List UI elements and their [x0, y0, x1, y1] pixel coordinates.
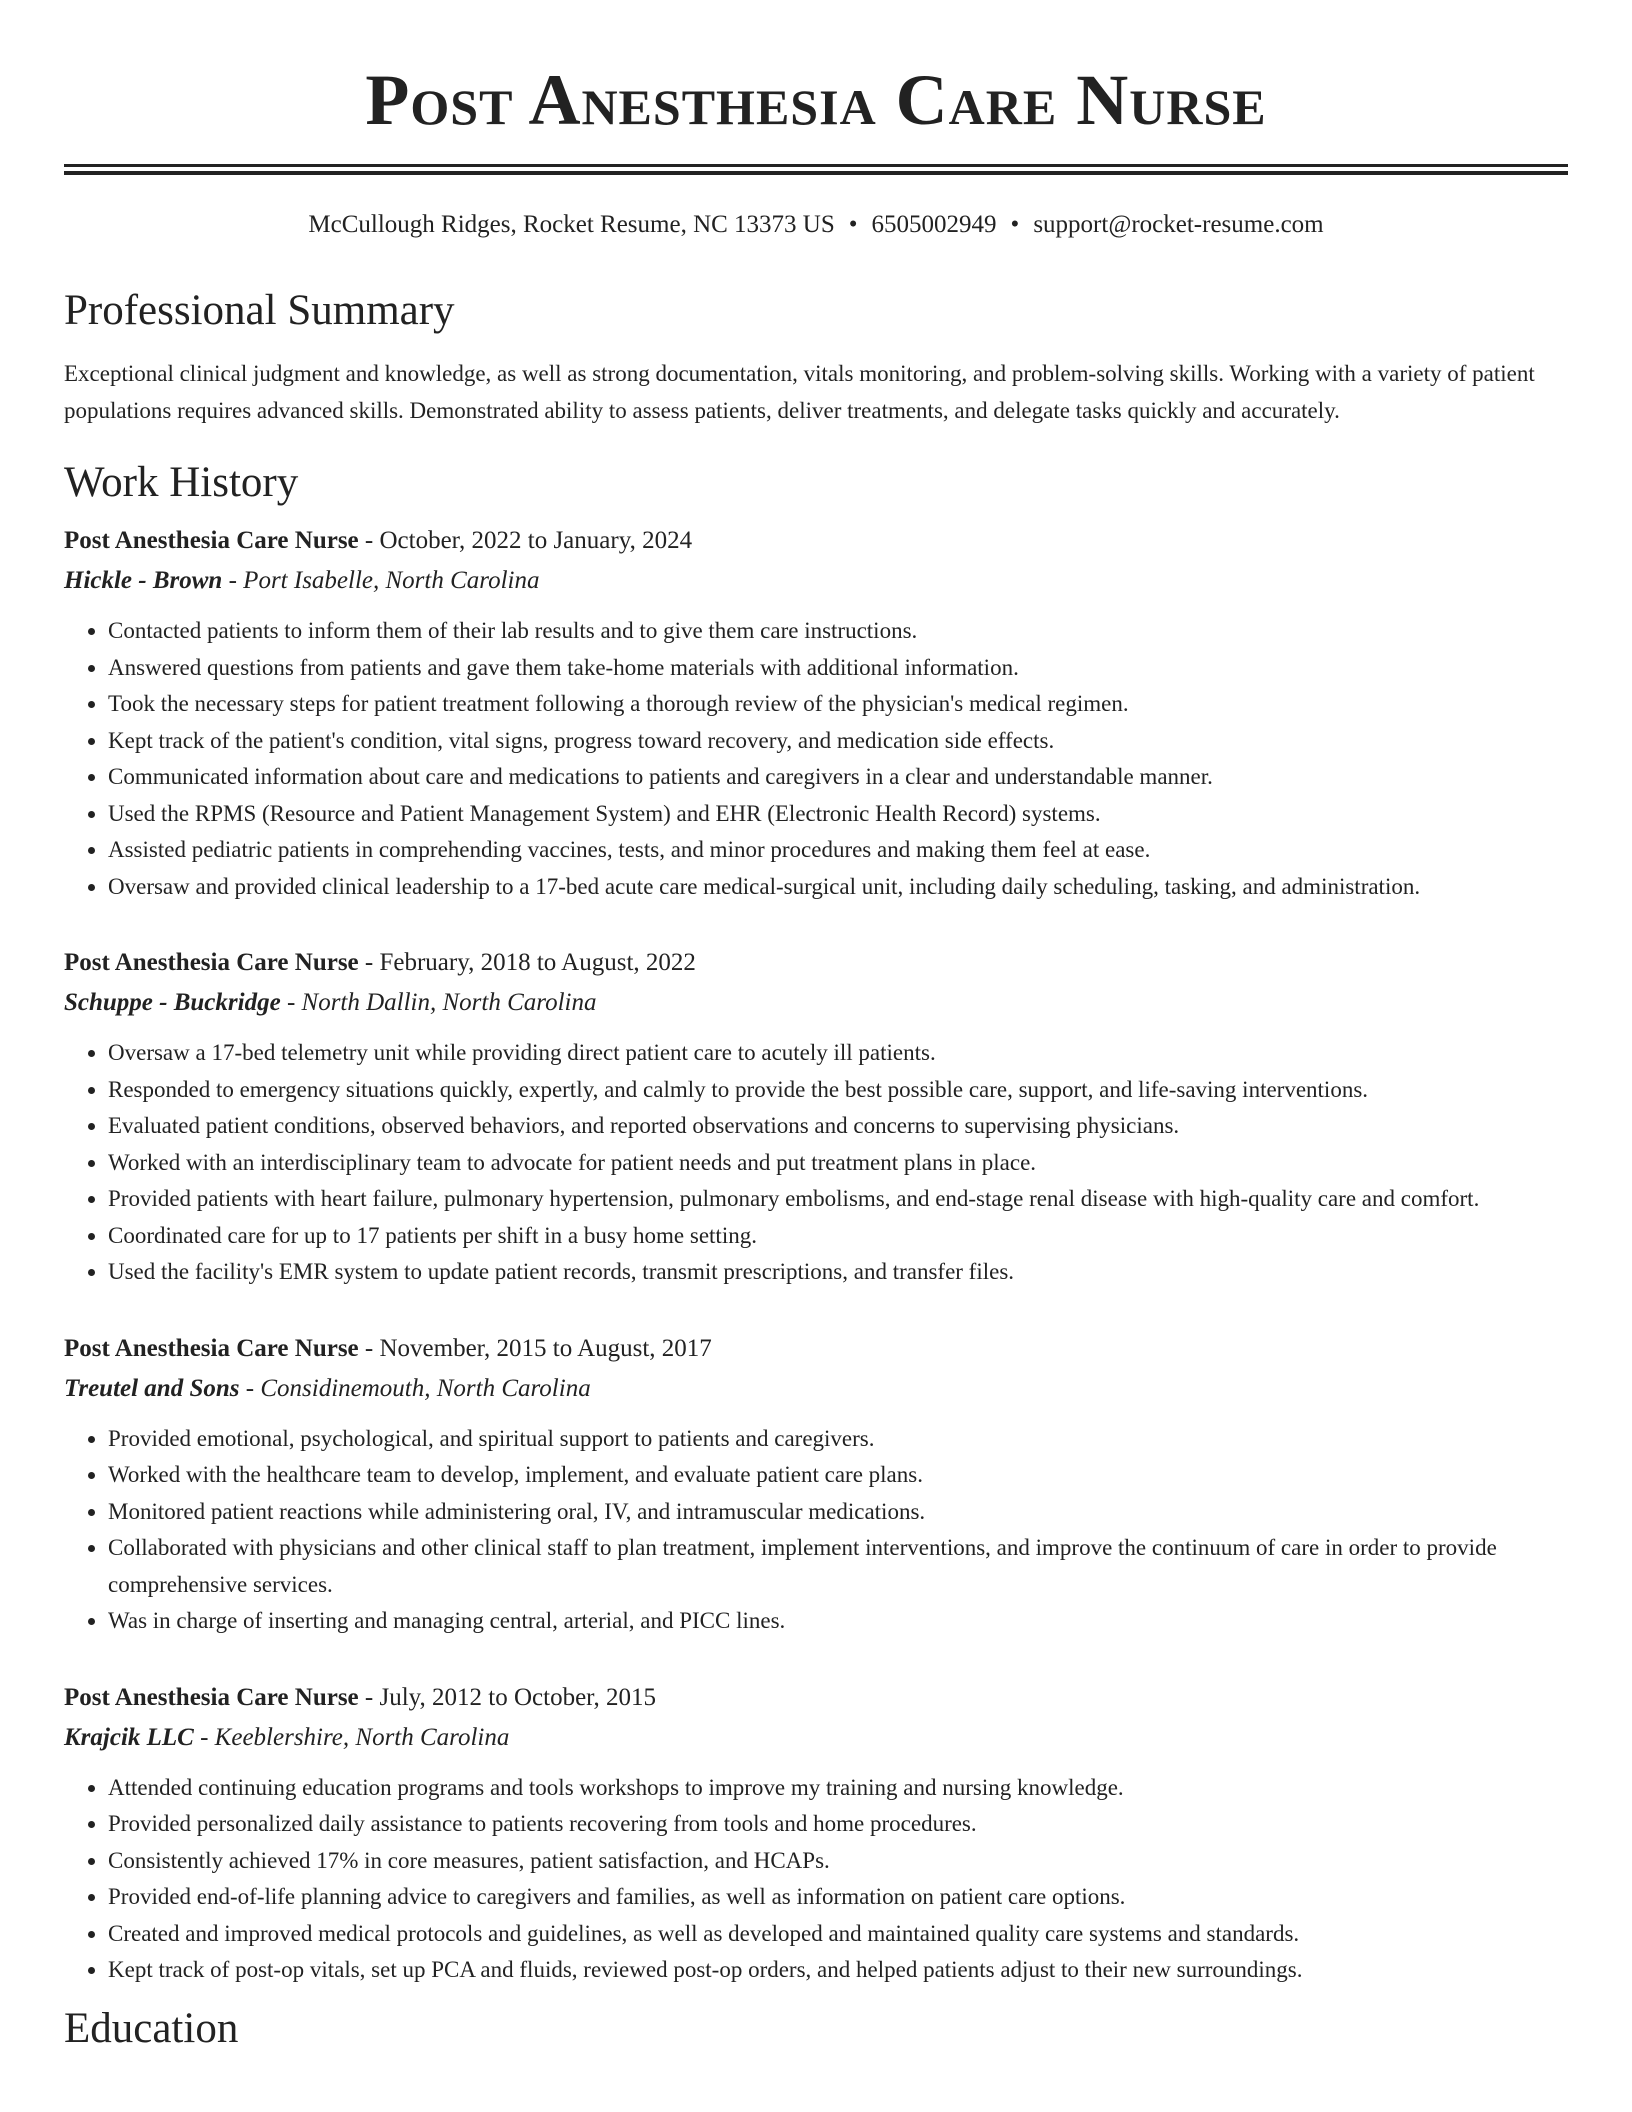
- job-entry: [64, 1678, 1568, 1989]
- company-name: Treutel and Sons: [64, 1374, 240, 1402]
- bullet-item: • Attended continuing education programs and tools workshops to improve my training and nursing knowledge.: [108, 1770, 1568, 1807]
- job-entry: [64, 943, 1568, 1291]
- job-bullets: [64, 1035, 1568, 1291]
- job-title-line: [64, 521, 1568, 561]
- contact-address: McCullough Ridges, Rocket Resume, NC 13373 US: [308, 211, 835, 238]
- job-title: Post Anesthesia Care Nurse: [64, 949, 359, 976]
- bullet-item: • Used the RPMS (Resource and Patient Management System) and EHR (Electronic Health Record) systems.: [108, 796, 1568, 833]
- bullet-item: • Monitored patient reactions while administering oral, IV, and intramuscular medications.: [108, 1494, 1568, 1531]
- job-title-line: [64, 1329, 1568, 1369]
- bullet-item: • Created and improved medical protocols and guidelines, as well as developed and maintained quality care systems and standards.: [108, 1916, 1568, 1953]
- company-name: Schuppe - Buckridge: [64, 989, 281, 1016]
- bullet-item: • Collaborated with physicians and other clinical staff to plan treatment, implement interventions, and improve the continuum of care in order to provide comprehensive services.: [108, 1530, 1568, 1603]
- education-heading: Education: [64, 2004, 239, 2052]
- job-entry: [64, 1329, 1568, 1640]
- bullet-item: • Oversaw and provided clinical leadership to a 17-bed acute care medical-surgical unit, including daily scheduling, tasking, and administration.: [108, 869, 1568, 906]
- contact-phone: 6505002949: [871, 211, 997, 238]
- job-dates: - October, 2022 to January, 2024: [358, 527, 693, 554]
- bullet-item: • Kept track of the patient's condition, vital signs, progress toward recovery, and medication side effects.: [108, 723, 1568, 760]
- bullet-item: • Consistently achieved 17% in core measures, patient satisfaction, and HCAPs.: [108, 1843, 1568, 1880]
- job-list: [64, 521, 1568, 1989]
- job-bullets: [64, 1421, 1568, 1640]
- job-entry: [64, 521, 1568, 905]
- bullet-item: • Assisted pediatric patients in comprehending vaccines, tests, and minor procedures and making them feel at ease.: [108, 832, 1568, 869]
- bullet-item: • Oversaw a 17-bed telemetry unit while providing direct patient care to acutely ill patients.: [108, 1035, 1568, 1072]
- bullet-item: • Kept track of post-op vitals, set up PCA and fluids, reviewed post-op orders, and helped patients adjust to their new surroundings.: [108, 1952, 1568, 1989]
- job-title-line: [64, 943, 1568, 983]
- bullet-item: • Provided patients with heart failure, pulmonary hypertension, pulmonary embolisms, and end-stage renal disease with high-quality care and comfort.: [108, 1181, 1568, 1218]
- bullet-item: • Provided end-of-life planning advice to caregivers and families, as well as information on patient care options.: [108, 1879, 1568, 1916]
- bullet-item: • Took the necessary steps for patient treatment following a thorough review of the physician's medical regimen.: [108, 686, 1568, 723]
- bullet-item: • Responded to emergency situations quickly, expertly, and calmly to provide the best possible care, support, and life-saving interventions.: [108, 1072, 1568, 1109]
- bullet-item: • Coordinated care for up to 17 patients per shift in a busy home setting.: [108, 1218, 1568, 1255]
- bullet-item: • Used the facility's EMR system to update patient records, transmit prescriptions, and transfer files.: [108, 1254, 1568, 1291]
- company-location: - Keeblershire, North Carolina: [193, 1723, 510, 1751]
- bullet-item: • Provided personalized daily assistance to patients recovering from tools and home procedures.: [108, 1806, 1568, 1843]
- bullet-item: • Worked with the healthcare team to develop, implement, and evaluate patient care plans.: [108, 1457, 1568, 1494]
- title-rule-top: [64, 164, 1568, 167]
- bullet-item: • Evaluated patient conditions, observed behaviors, and reported observations and concerns to supervising physicians.: [108, 1108, 1568, 1145]
- job-title: Post Anesthesia Care Nurse: [64, 527, 359, 554]
- job-dates: - November, 2015 to August, 2017: [358, 1334, 712, 1362]
- resume-title: Post Anesthesia Care Nurse: [365, 60, 1267, 140]
- company-line: [64, 1369, 1568, 1409]
- bullet-item: • Communicated information about care and medications to patients and caregivers in a clear and understandable manner.: [108, 759, 1568, 796]
- job-dates: - February, 2018 to August, 2022: [358, 949, 696, 976]
- job-title-line: [64, 1678, 1568, 1718]
- contact-separator: •: [848, 211, 858, 238]
- title-rule-bottom: [64, 171, 1568, 175]
- company-line: [64, 1718, 1568, 1758]
- bullet-item: • Provided emotional, psychological, and spiritual support to patients and caregivers.: [108, 1421, 1568, 1458]
- contact-email: support@rocket-resume.com: [1033, 211, 1324, 238]
- company-name: Hickle - Brown: [64, 567, 223, 594]
- contact-separator: •: [1010, 211, 1020, 238]
- bullet-item: • Answered questions from patients and gave them take-home materials with additional information.: [108, 650, 1568, 687]
- bullet-item: • Worked with an interdisciplinary team to advocate for patient needs and put treatment plans in place.: [108, 1145, 1568, 1182]
- company-name: Krajcik LLC: [64, 1723, 194, 1751]
- company-location: - Considinemouth, North Carolina: [239, 1374, 591, 1402]
- summary-heading: Professional Summary: [64, 287, 455, 334]
- bullet-item: • Was in charge of inserting and managing central, arterial, and PICC lines.: [108, 1603, 1568, 1640]
- company-location: - North Dallin, North Carolina: [280, 989, 597, 1016]
- work-history-heading: Work History: [64, 459, 299, 506]
- job-title: Post Anesthesia Care Nurse: [64, 1683, 359, 1711]
- job-bullets: [64, 613, 1568, 905]
- job-dates: - July, 2012 to October, 2015: [358, 1683, 656, 1711]
- company-line: [64, 561, 1568, 601]
- bullet-item: • Contacted patients to inform them of their lab results and to give them care instructions.: [108, 613, 1568, 650]
- company-line: [64, 983, 1568, 1023]
- contact-line: [64, 209, 1568, 241]
- summary-text: Exceptional clinical judgment and knowledge, as well as strong documentation, vitals monitoring, and problem-solving skills. Working with a variety of patient populations requires advanced skills. Demonstrated ability to assess patients, deliver treatments, and delegate tasks quickly and accurately.: [64, 361, 1535, 423]
- job-bullets: [64, 1770, 1568, 1989]
- company-location: - Port Isabelle, North Carolina: [222, 567, 540, 594]
- job-title: Post Anesthesia Care Nurse: [64, 1334, 359, 1362]
